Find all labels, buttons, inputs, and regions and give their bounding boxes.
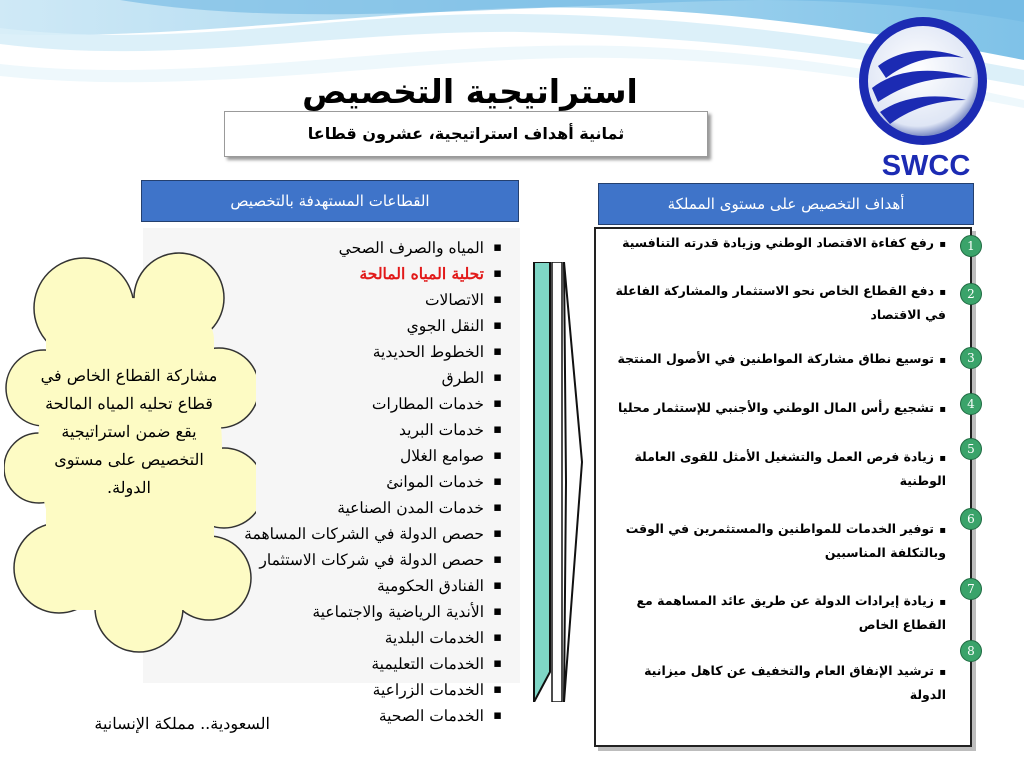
sector-item: ▪ حصص الدولة في شركات الاستثمار: [200, 547, 502, 573]
goal-number-badge: 2: [960, 283, 982, 305]
goal-item: ▪رفع كفاءة الاقتصاد الوطني وزيادة قدرته التنافسية: [622, 235, 946, 250]
sector-item: ▪ الاتصالات: [200, 287, 502, 313]
page-title: استراتيجية التخصيص: [302, 72, 638, 111]
subtitle-box: ثمانية أهداف استراتيجية، عشرون قطاعا: [224, 111, 708, 157]
sector-item: ▪ الطرق: [200, 365, 502, 391]
double-arrow-connector: [528, 262, 588, 702]
goal-item: ▪زيادة إيرادات الدولة عن طريق عائد المساهمة مع القطاع الخاص: [636, 593, 946, 632]
sector-item: ▪ الخدمات البلدية: [200, 625, 502, 651]
sectors-header: القطاعات المستهدفة بالتخصيص: [141, 180, 519, 222]
sector-item: ▪ الخطوط الحديدية: [200, 339, 502, 365]
sector-item: ▪ الفنادق الحكومية: [200, 573, 502, 599]
sector-item: ▪ الخدمات الزراعية: [200, 677, 502, 703]
cloud-callout-text: مشاركة القطاع الخاص في قطاع تحليه المياه المالحة يقع ضمن استراتيجية التخصيص على مستوى الدولة.: [40, 366, 218, 497]
goal-item: ▪تشجيع رأس المال الوطني والأجنبي للإستثمار محليا: [618, 400, 946, 415]
sector-item: ▪ الخدمات الصحية: [200, 703, 502, 729]
goal-item: ▪توفير الخدمات للمواطنين والمستثمرين في الوقت وبالتكلفة المناسبين: [625, 521, 946, 560]
goal-number-badge: 6: [960, 508, 982, 530]
sector-item: ▪ خدمات الموانئ: [200, 469, 502, 495]
goal-item: ▪توسيع نطاق مشاركة المواطنين في الأصول المنتجة: [617, 351, 946, 366]
goal-number-badge: 4: [960, 393, 982, 415]
sector-item: ▪ خدمات المطارات: [200, 391, 502, 417]
footer-slogan: السعودية.. مملكة الإنسانية: [94, 714, 270, 733]
goals-header: أهداف التخصيص على مستوى المملكة: [598, 183, 974, 225]
goal-number-badge: 7: [960, 578, 982, 600]
swcc-logo: [856, 14, 990, 148]
sector-item: ▪ النقل الجوي: [200, 313, 502, 339]
goal-item: ▪ترشيد الإنفاق العام والتخفيف عن كاهل ميزانية الدولة: [644, 663, 946, 702]
sector-item: ▪ صوامع الغلال: [200, 443, 502, 469]
goal-item: ▪زيادة فرص العمل والتشغيل الأمثل للقوى العاملة الوطنية: [634, 449, 946, 488]
sector-item: ▪ حصص الدولة في الشركات المساهمة: [200, 521, 502, 547]
sector-item: ▪ الخدمات التعليمية: [200, 651, 502, 677]
sector-item: ▪ خدمات المدن الصناعية: [200, 495, 502, 521]
sector-item: ▪ المياه والصرف الصحي: [200, 235, 502, 261]
sector-item: ▪ خدمات البريد: [200, 417, 502, 443]
goal-item: ▪دفع القطاع الخاص نحو الاستثمار والمشاركة الفاعلة في الاقتصاد: [615, 283, 946, 322]
goal-number-badge: 5: [960, 438, 982, 460]
goal-number-badge: 3: [960, 347, 982, 369]
goal-number-badge: 1: [960, 235, 982, 257]
sector-item: ▪ الأندية الرياضية والاجتماعية: [200, 599, 502, 625]
sector-item-highlighted: ▪ تحلية المياه المالحة: [200, 261, 502, 287]
swcc-logo-text: SWCC: [881, 150, 971, 182]
goal-number-badge: 8: [960, 640, 982, 662]
